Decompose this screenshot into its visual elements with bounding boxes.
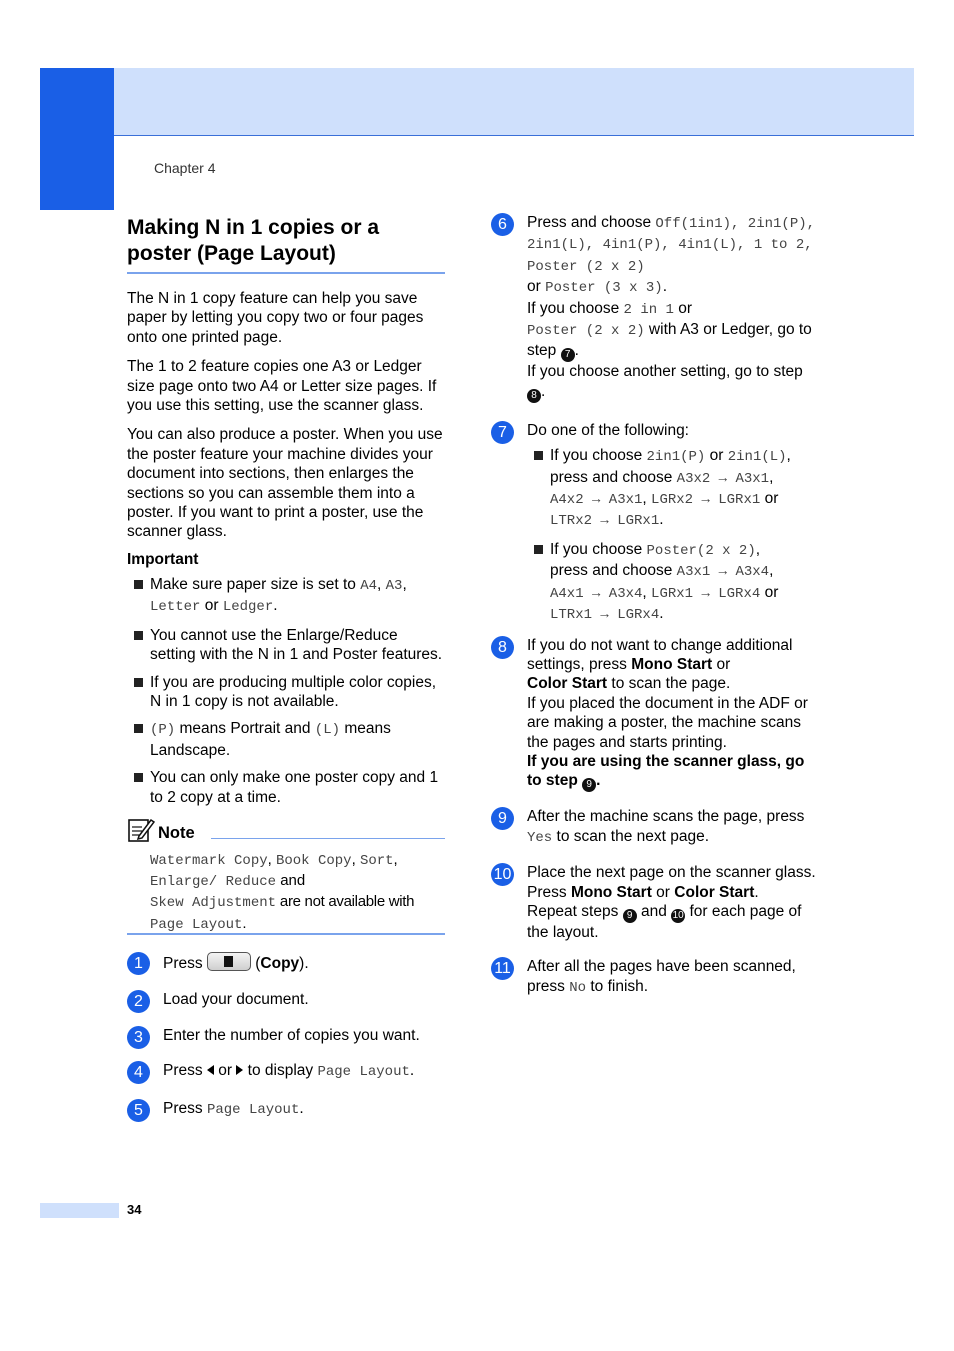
intro-paragraph-1: The N in 1 copy feature can help you save paper by letting you copy two or four pages onto one printed page. bbox=[127, 290, 424, 346]
step-number: 7 bbox=[491, 421, 514, 444]
square-bullet-icon bbox=[534, 451, 543, 460]
step-number: 3 bbox=[127, 1026, 150, 1049]
step-number: 10 bbox=[491, 863, 514, 886]
copy-button-icon bbox=[207, 952, 251, 971]
note-title: Note bbox=[158, 823, 195, 842]
square-bullet-icon bbox=[134, 580, 143, 589]
step-number: 4 bbox=[127, 1061, 150, 1084]
step-7: 7 Do one of the following: If you choose 2in1(P) or 2in1(L), press and choose A3x2 → A3x1, A4x2 → A3x1, LGRx2 → LGRx1 or LTRx2 → LGRx1. If you choose Poster(2 x 2), press and choose A3x1 → A3x4, A4x1 → A3x4, LGRx1 → LGRx4 or LTRx1 → LGRx4. bbox=[491, 421, 821, 626]
page-number: 34 bbox=[127, 1202, 142, 1217]
step-4: 4 Press or to display Page Layout. bbox=[127, 1061, 447, 1082]
important-item: (P) means Portrait and (L) means Landscape. bbox=[127, 719, 447, 760]
step-number: 1 bbox=[127, 952, 150, 975]
note-rule bbox=[211, 838, 445, 839]
left-arrow-icon bbox=[207, 1065, 214, 1075]
right-column bbox=[491, 213, 821, 998]
step-5: 5 Press Page Layout. bbox=[127, 1099, 447, 1120]
square-bullet-icon bbox=[134, 631, 143, 640]
step-number: 5 bbox=[127, 1099, 150, 1122]
step-7-options bbox=[527, 446, 821, 625]
chapter-label: Chapter 4 bbox=[154, 160, 216, 176]
step-1: 1 Press (Copy). bbox=[127, 952, 447, 973]
intro-paragraph-2: The 1 to 2 feature copies one A3 or Ledger size page onto two A4 or Letter size pages. If you use this setting, use the scanner glass. bbox=[127, 358, 437, 415]
important-item: If you are producing multiple color copies, N in 1 copy is not available. bbox=[127, 673, 447, 712]
step-number: 9 bbox=[491, 807, 514, 830]
square-bullet-icon bbox=[134, 724, 143, 733]
section-title: Making N in 1 copies or a poster (Page Layout) bbox=[127, 215, 445, 274]
square-bullet-icon bbox=[134, 773, 143, 782]
note-body: Watermark Copy, Book Copy, Sort, Enlarge/ Reduce and Skew Adjustment are not available with Page Layout. bbox=[150, 850, 415, 933]
important-list bbox=[127, 575, 447, 807]
step-2: 2 Load your document. bbox=[127, 990, 447, 1009]
step-6: 6 Press and choose Off(1in1), 2in1(P), 2in1(L), 4in1(P), 4in1(L), 1 to 2, Poster (2 x 2) or Poster (3 x 3). If you choose 2 in 1 or Poster (2 x 2) with A3 or Ledger, go to step 7 . If you choose another setting, go to step 8 . bbox=[491, 213, 821, 403]
header-band bbox=[40, 68, 914, 136]
step-10: 10 Place the next page on the scanner glass. Press Mono Start or Color Start. Repeat steps 9 and 10 for each page of the layout. bbox=[491, 863, 821, 942]
left-column bbox=[127, 215, 447, 1120]
important-heading: Important bbox=[127, 550, 199, 568]
step-8: 8 If you do not want to change additional settings, press Mono Start or Color Start to scan the page. If you placed the document in the ADF or are making a poster, the machine scans the pages and starts printing. If you are using the scanner glass, go to step 9 . bbox=[491, 636, 821, 793]
step-11: 11 After all the pages have been scanned, press No to finish. bbox=[491, 957, 821, 998]
important-item: You cannot use the Enlarge/Reduce setting with the N in 1 and Poster features. bbox=[127, 626, 447, 665]
square-bullet-icon bbox=[534, 545, 543, 554]
square-bullet-icon bbox=[134, 678, 143, 687]
intro-paragraph-3: You can also produce a poster. When you use the poster feature your machine divides your document into sections, then enlarges the sections so you can assemble them into a poster. If you want to print a poster, use the scanner glass. bbox=[127, 426, 443, 541]
step-number: 11 bbox=[491, 957, 514, 980]
note-pencil-icon bbox=[127, 817, 155, 843]
step-number: 8 bbox=[491, 636, 514, 659]
chapter-tab bbox=[40, 68, 114, 210]
option-item: If you choose 2in1(P) or 2in1(L), press and choose A3x2 → A3x1, A4x2 → A3x1, LGRx2 → LGRx1 or LTRx2 → LGRx1. bbox=[527, 446, 821, 532]
page-number-bar bbox=[40, 1203, 119, 1218]
note-box bbox=[127, 815, 445, 935]
option-item: If you choose Poster(2 x 2), press and choose A3x1 → A3x4, A4x1 → A3x4, LGRx1 → LGRx4 or LTRx1 → LGRx4. bbox=[527, 540, 821, 626]
important-item: Make sure paper size is set to A4, A3, Letter or Ledger. bbox=[127, 575, 447, 618]
important-item: You can only make one poster copy and 1 to 2 copy at a time. bbox=[127, 768, 447, 807]
step-number: 2 bbox=[127, 990, 150, 1013]
step-9: 9 After the machine scans the page, press Yes to scan the next page. bbox=[491, 807, 821, 848]
step-number: 6 bbox=[491, 213, 514, 236]
header-rule bbox=[113, 135, 914, 136]
step-3: 3 Enter the number of copies you want. bbox=[127, 1026, 447, 1045]
